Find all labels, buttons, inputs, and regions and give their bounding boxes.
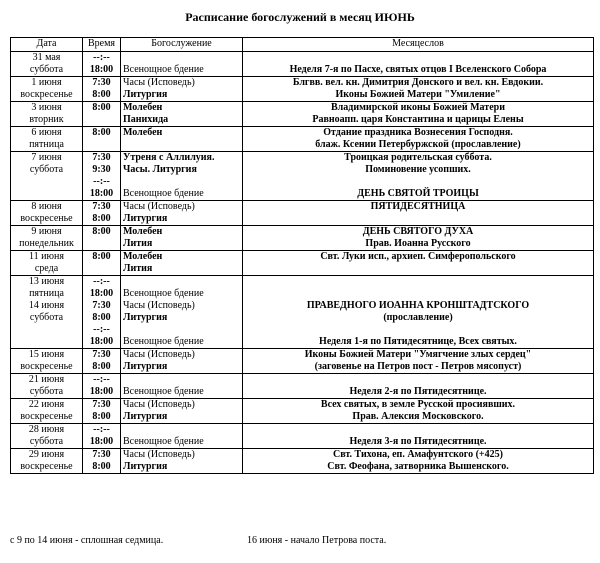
menology-cell xyxy=(243,349,594,374)
date-cell-line: 6 июня xyxy=(31,127,62,138)
menology-cell xyxy=(243,102,594,127)
service-cell-line: Панихида xyxy=(123,114,169,125)
menology-cell xyxy=(243,374,594,399)
date-cell-line: воскресенье xyxy=(20,411,73,422)
time-cell-line: --:-- xyxy=(93,324,110,335)
date-cell-line: пятница xyxy=(29,139,64,150)
table-row xyxy=(11,102,594,127)
time-cell-line: 8:00 xyxy=(92,251,111,262)
schedule-table xyxy=(10,37,594,474)
menology-cell xyxy=(243,127,594,152)
service-cell-line: Литургия xyxy=(123,213,168,224)
date-cell xyxy=(11,226,83,251)
service-cell xyxy=(121,424,243,449)
menology-cell xyxy=(243,226,594,251)
date-cell-line: 21 июня xyxy=(28,374,65,385)
table-row xyxy=(11,399,594,424)
column-header-date: Дата xyxy=(11,38,83,52)
menology-cell xyxy=(243,52,594,77)
time-cell-line xyxy=(85,238,118,250)
time-cell-line: 8:00 xyxy=(92,213,111,224)
menology-cell-line xyxy=(245,263,591,275)
date-cell xyxy=(11,152,83,201)
date-cell-line: 28 июня xyxy=(28,424,65,435)
menology-cell xyxy=(243,276,594,349)
menology-cell-line: Владимирской иконы Божией Матери xyxy=(331,102,505,113)
service-cell-line: Литургия xyxy=(123,461,168,472)
table-row xyxy=(11,77,594,102)
date-cell-line: суббота xyxy=(29,436,64,447)
time-cell-line: 7:30 xyxy=(92,449,111,460)
time-cell xyxy=(83,152,121,201)
service-cell xyxy=(121,399,243,424)
time-cell xyxy=(83,276,121,349)
table-row xyxy=(11,251,594,276)
menology-cell-line: ДЕНЬ СВЯТОГО ДУХА xyxy=(362,226,474,237)
time-cell-line: 7:30 xyxy=(92,349,111,360)
schedule-body xyxy=(11,52,594,474)
time-cell-line: 8:00 xyxy=(92,461,111,472)
time-cell-line: 7:30 xyxy=(92,201,111,212)
service-cell xyxy=(121,127,243,152)
footer-note-continuous-week: с 9 по 14 июня - сплошная седмица. xyxy=(10,535,164,546)
date-cell-line: 7 июня xyxy=(31,152,62,163)
date-cell xyxy=(11,424,83,449)
service-cell xyxy=(121,374,243,399)
service-cell-line: Всенощное бдение xyxy=(123,64,204,75)
date-cell xyxy=(11,201,83,226)
time-cell xyxy=(83,374,121,399)
service-cell xyxy=(121,251,243,276)
table-row xyxy=(11,449,594,474)
service-cell xyxy=(121,226,243,251)
date-cell xyxy=(11,127,83,152)
service-cell-line: Литургия xyxy=(123,312,168,323)
service-cell-line: Часы. Литургия xyxy=(123,164,197,175)
time-cell-line xyxy=(85,139,118,151)
time-cell-line: 18:00 xyxy=(89,64,114,75)
date-cell xyxy=(11,276,83,349)
time-cell-line: 7:30 xyxy=(92,77,111,88)
menology-cell-line: Свт. Феофана, затворника Вышенского. xyxy=(327,461,509,472)
time-cell-line: 8:00 xyxy=(92,312,111,323)
date-cell-line: 22 июня xyxy=(28,399,65,410)
time-cell-line: 8:00 xyxy=(92,102,111,113)
date-cell-line: 8 июня xyxy=(31,201,62,212)
menology-cell-line: Неделя 7-я по Пасхе, святых отцов I Вселенского Собора xyxy=(289,64,547,75)
service-cell-line: Молебен xyxy=(123,127,163,138)
menology-cell-line: Прав. Алексия Московского. xyxy=(352,411,484,422)
menology-cell-line: Иконы Божией Матери "Умиление" xyxy=(335,89,501,100)
menology-cell xyxy=(243,251,594,276)
time-cell-line: 8:00 xyxy=(92,411,111,422)
time-cell-line: 9:30 xyxy=(92,164,111,175)
menology-cell-line: Свт. Тихона, еп. Амафунтского (+425) xyxy=(333,449,503,460)
menology-cell-line: ПЯТИДЕСЯТНИЦА xyxy=(370,201,466,212)
service-cell-line: Всенощное бдение xyxy=(123,436,204,447)
service-cell xyxy=(121,52,243,77)
service-cell-line xyxy=(123,52,240,64)
menology-cell xyxy=(243,424,594,449)
date-cell xyxy=(11,349,83,374)
time-cell-line: --:-- xyxy=(93,374,110,385)
time-cell-line: --:-- xyxy=(93,424,110,435)
menology-cell-line: Троицкая родительская суббота. xyxy=(344,152,492,163)
service-cell-line: Часы (Исповедь) xyxy=(123,77,195,88)
menology-cell-line: Блгвв. вел. кн. Димитрия Донского и вел. кн. Евдокии. xyxy=(292,77,544,88)
menology-cell-line xyxy=(245,424,591,436)
service-cell-line: Литургия xyxy=(123,411,168,422)
service-cell xyxy=(121,77,243,102)
table-row xyxy=(11,52,594,77)
date-cell-line: понедельник xyxy=(19,238,74,249)
menology-cell-line: Поминовение усопших. xyxy=(365,164,471,175)
time-cell-line: --:-- xyxy=(93,276,110,287)
date-cell xyxy=(11,102,83,127)
table-row xyxy=(11,127,594,152)
menology-cell-line: Равноапп. царя Константина и царицы Елены xyxy=(312,114,524,125)
service-cell-line: Часы (Исповедь) xyxy=(123,349,195,360)
menology-cell-line: (заговенье на Петров пост - Петров мясопуст) xyxy=(314,361,522,372)
date-cell-line: 14 июня xyxy=(28,300,65,311)
menology-cell-line: блаж. Ксении Петербуржской (прославление) xyxy=(315,139,521,150)
service-cell-line: Молебен xyxy=(123,226,163,237)
date-cell-line: суббота xyxy=(29,164,64,175)
date-cell-line: суббота xyxy=(29,312,64,323)
date-cell-line: воскресенье xyxy=(20,461,73,472)
service-cell xyxy=(121,102,243,127)
service-cell-line: Часы (Исповедь) xyxy=(123,399,195,410)
date-cell-line: среда xyxy=(34,263,59,274)
column-header-menology: Месяцеслов xyxy=(243,38,594,52)
menology-cell-line: Всех святых, в земле Русской просиявших. xyxy=(320,399,516,410)
time-cell-line: --:-- xyxy=(93,176,110,187)
service-cell-line: Литургия xyxy=(123,361,168,372)
service-cell-line: Всенощное бдение xyxy=(123,386,204,397)
service-cell-line: Лития xyxy=(123,238,153,249)
menology-cell xyxy=(243,77,594,102)
table-row xyxy=(11,201,594,226)
column-header-service: Богослужение xyxy=(121,38,243,52)
time-cell-line: 18:00 xyxy=(89,288,114,299)
date-cell-line: воскресенье xyxy=(20,361,73,372)
date-cell-line: 13 июня xyxy=(28,276,65,287)
service-cell-line: Всенощное бдение xyxy=(123,188,204,199)
menology-cell-line: Неделя 1-я по Пятидесятнице, Всех святых. xyxy=(319,336,517,347)
service-cell xyxy=(121,201,243,226)
date-cell-line: 11 июня xyxy=(29,251,64,262)
menology-cell xyxy=(243,152,594,201)
date-cell-line: вторник xyxy=(29,114,64,125)
time-cell-line: 8:00 xyxy=(92,89,111,100)
service-cell-line xyxy=(123,424,240,436)
table-row xyxy=(11,226,594,251)
service-cell-line xyxy=(123,374,240,386)
time-cell xyxy=(83,251,121,276)
table-row xyxy=(11,424,594,449)
date-cell-line: 29 июня xyxy=(28,449,65,460)
date-cell-line xyxy=(13,188,80,200)
time-cell-line: 8:00 xyxy=(92,226,111,237)
date-cell-line xyxy=(13,324,80,336)
menology-cell-line xyxy=(245,276,591,288)
service-cell-line: Лития xyxy=(123,263,153,274)
menology-cell-line: ДЕНЬ СВЯТОЙ ТРОИЦЫ xyxy=(357,188,479,199)
time-cell xyxy=(83,201,121,226)
date-cell-line xyxy=(13,336,80,348)
menology-cell-line: Неделя 3-я по Пятидесятнице. xyxy=(349,436,487,447)
time-cell xyxy=(83,102,121,127)
service-cell-line: Молебен xyxy=(123,102,163,113)
menology-cell-line xyxy=(245,288,591,300)
menology-cell-line xyxy=(245,52,591,64)
table-row xyxy=(11,349,594,374)
time-cell-line: 18:00 xyxy=(89,436,114,447)
service-cell-line: Часы (Исповедь) xyxy=(123,449,195,460)
menology-cell-line: ПРАВЕДНОГО ИОАННА КРОНШТАДТСКОГО xyxy=(306,300,530,311)
service-cell-line: Всенощное бдение xyxy=(123,336,204,347)
menology-cell xyxy=(243,449,594,474)
date-cell-line: 31 мая xyxy=(32,52,61,63)
date-cell-line xyxy=(13,176,80,188)
service-cell xyxy=(121,449,243,474)
footer-note-fast-start: 16 июня - начало Петрова поста. xyxy=(247,535,387,546)
time-cell-line xyxy=(85,114,118,126)
time-cell-line: 8:00 xyxy=(92,127,111,138)
table-row xyxy=(11,152,594,201)
date-cell xyxy=(11,251,83,276)
service-cell xyxy=(121,276,243,349)
menology-cell-line xyxy=(245,213,591,225)
date-cell xyxy=(11,399,83,424)
column-header-time: Время xyxy=(83,38,121,52)
time-cell xyxy=(83,127,121,152)
date-cell xyxy=(11,374,83,399)
menology-cell-line xyxy=(245,176,591,188)
time-cell xyxy=(83,226,121,251)
time-cell xyxy=(83,349,121,374)
date-cell-line: 15 июня xyxy=(28,349,65,360)
date-cell xyxy=(11,449,83,474)
time-cell-line: 18:00 xyxy=(89,386,114,397)
date-cell xyxy=(11,77,83,102)
date-cell-line: суббота xyxy=(29,386,64,397)
date-cell-line: воскресенье xyxy=(20,213,73,224)
menology-cell-line: Свт. Луки исп., архиеп. Симферопольского xyxy=(320,251,516,262)
time-cell xyxy=(83,424,121,449)
time-cell-line: 7:30 xyxy=(92,152,111,163)
service-cell-line: Литургия xyxy=(123,89,168,100)
time-cell-line: 8:00 xyxy=(92,361,111,372)
time-cell-line xyxy=(85,263,118,275)
date-cell-line: суббота xyxy=(29,64,64,75)
time-cell-line: --:-- xyxy=(93,52,110,63)
time-cell xyxy=(83,77,121,102)
date-cell-line: воскресенье xyxy=(20,89,73,100)
table-row xyxy=(11,276,594,349)
time-cell-line: 7:30 xyxy=(92,300,111,311)
time-cell-line: 18:00 xyxy=(89,336,114,347)
menology-cell-line: Неделя 2-я по Пятидесятнице. xyxy=(349,386,487,397)
time-cell xyxy=(83,52,121,77)
menology-cell-line: Отдание праздника Вознесения Господня. xyxy=(323,127,513,138)
table-header-row xyxy=(11,38,594,52)
service-cell-line xyxy=(123,176,240,188)
service-cell-line xyxy=(123,139,240,151)
menology-cell-line: Прав. Иоанна Русского xyxy=(365,238,471,249)
page-title: Расписание богослужений в месяц ИЮНЬ xyxy=(185,10,415,24)
menology-cell-line xyxy=(245,374,591,386)
date-cell-line: 3 июня xyxy=(31,102,62,113)
time-cell xyxy=(83,449,121,474)
date-cell-line: 1 июня xyxy=(31,77,62,88)
service-cell xyxy=(121,349,243,374)
menology-cell-line: Иконы Божией Матери "Умягчение злых сердец" xyxy=(304,349,532,360)
menology-cell-line: (прославление) xyxy=(383,312,453,323)
service-cell xyxy=(121,152,243,201)
table-row xyxy=(11,374,594,399)
service-cell-line: Часы (Исповедь) xyxy=(123,201,195,212)
menology-cell-line xyxy=(245,324,591,336)
service-cell-line xyxy=(123,276,240,288)
service-cell-line xyxy=(123,324,240,336)
service-cell-line: Часы (Исповедь) xyxy=(123,300,195,311)
menology-cell xyxy=(243,201,594,226)
service-cell-line: Утреня с Аллилуия. xyxy=(123,152,215,163)
service-cell-line: Всенощное бдение xyxy=(123,288,204,299)
date-cell-line: 9 июня xyxy=(31,226,62,237)
time-cell xyxy=(83,399,121,424)
service-cell-line: Молебен xyxy=(123,251,163,262)
date-cell xyxy=(11,52,83,77)
date-cell-line: пятница xyxy=(29,288,64,299)
time-cell-line: 18:00 xyxy=(89,188,114,199)
time-cell-line: 7:30 xyxy=(92,399,111,410)
menology-cell xyxy=(243,399,594,424)
